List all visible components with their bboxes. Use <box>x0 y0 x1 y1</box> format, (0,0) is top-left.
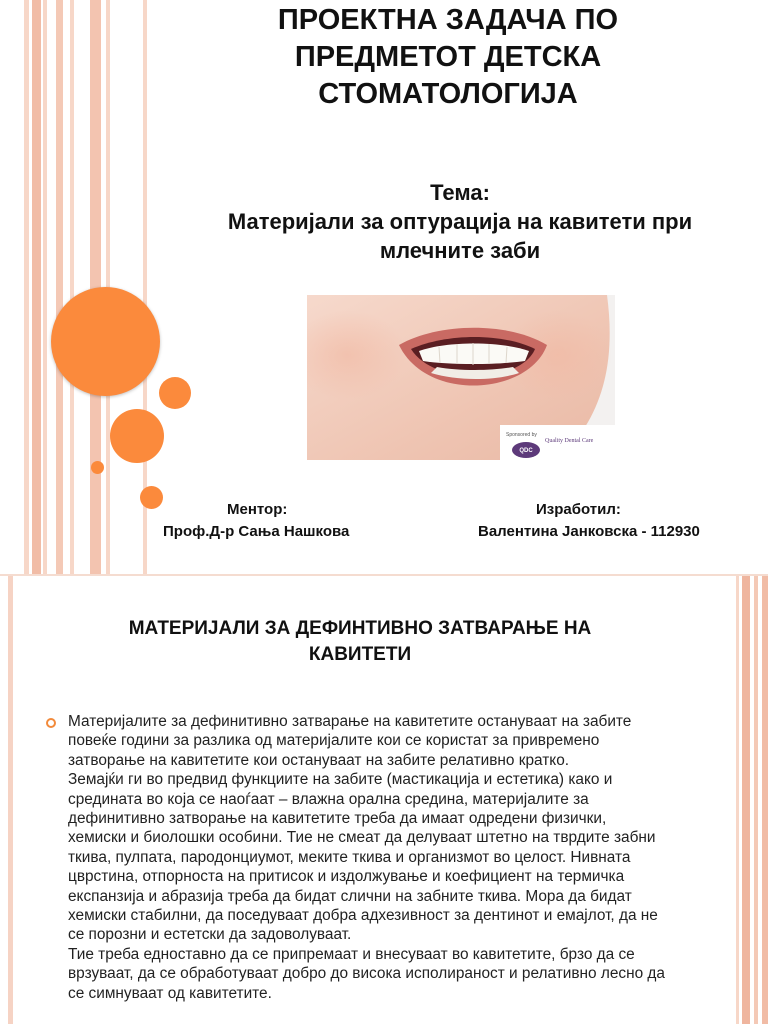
smile-photo <box>307 295 615 460</box>
decorative-stripe <box>754 576 758 1024</box>
mentor-label: Ментор: <box>227 501 288 518</box>
bullet-circle-icon <box>46 718 56 728</box>
sponsor-logo-initials: QDC <box>519 448 533 454</box>
paragraph: Земајќи ги во предвид функциите на забите (мастикација и естетика) како и средината во која се наоѓаат – влажна орална средина, материјалите за дефинитивно затворање на кавитетите треба да имаат одредени физички, хемиски и биолошки особини. Тие не смеат да делуваат штетно на тврдите забни ткива, пулпата, пародонциумот, меките ткива и организмот во целост. Нивната цврстина, отпорноста на притисок и издолжување и коефициент на термичка експанзија и абразија треба да бидат слични на забните ткива. Мора да бидат хемиски стабилни, да поседуваат добра адхезивност за дентинот и емајлот, да не се порозни и естетски да задоволуваат. <box>68 771 658 944</box>
slide-title: МАТЕРИЈАЛИ ЗА ДЕФИНТИВНО ЗАТВАРАЊЕ НА КАВИТЕТИ <box>128 618 592 665</box>
decorative-stripe <box>742 576 750 1024</box>
decorative-stripe <box>736 576 739 1024</box>
topic-block <box>180 178 740 265</box>
decorative-stripe <box>32 0 41 576</box>
topic-label: Тема: <box>430 180 490 205</box>
decorative-stripe <box>43 0 47 576</box>
decorative-circle <box>91 461 104 474</box>
author-block <box>476 499 746 543</box>
decorative-circle-large <box>51 287 160 396</box>
paragraph: Материјалите за дефинитивно затварање на кавитетите останувaат на забите повеќе години за разлика од материјалите кои се користат за привремено затворање на кавитетите кои остануваат на забите релативно кратко. <box>68 713 632 769</box>
decorative-stripe <box>56 0 63 576</box>
mentor-name: Проф.Д-р Сања Нашкова <box>163 523 350 540</box>
body-text <box>68 712 668 1003</box>
decorative-stripe <box>762 576 768 1024</box>
decorative-circle <box>110 409 164 463</box>
paragraph: Тие треба едноставно да се припремаат и внесуваат во кавитетите, брзо да се врзуваат, да се обработуваат добро до висока исполираност и релативно лесно да се симнуваат од кавитетите. <box>68 945 665 1002</box>
content-slide <box>0 576 768 1024</box>
sponsor-logo-text: Quality Dental Care <box>545 438 594 444</box>
slide-title: ПРОЕКТНА ЗАДАЧА ПО ПРЕДМЕТОТ ДЕТСКА СТОМАТОЛОГИЈА <box>277 4 619 110</box>
mentor-block <box>160 499 390 543</box>
author-label: Изработил: <box>536 501 621 518</box>
decorative-stripe <box>70 0 74 576</box>
decorative-stripe <box>8 576 13 1024</box>
topic-text: Материјали за оптурација на кавитети при млечните заби <box>227 209 693 263</box>
author-name: Валентина Јанковска - 112930 <box>478 523 700 540</box>
sponsor-caption: Sponsored by <box>506 432 537 438</box>
decorative-circle <box>159 377 191 409</box>
decorative-stripe <box>24 0 29 576</box>
